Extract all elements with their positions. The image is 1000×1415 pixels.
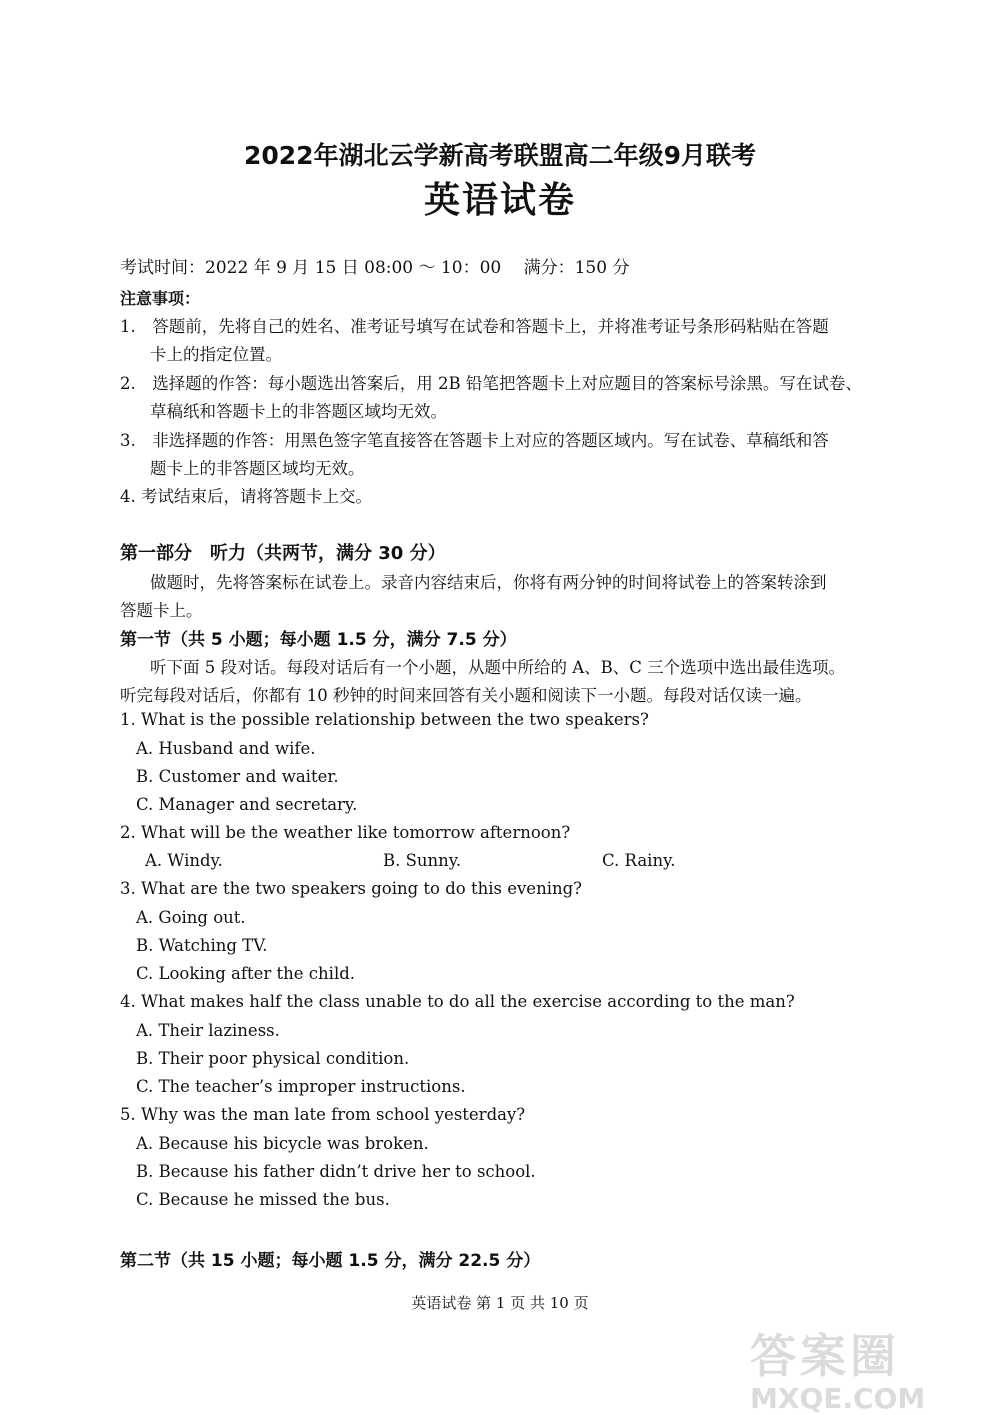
q1-option-c: C. Manager and secretary. xyxy=(136,795,358,814)
subject-title: 英语试卷 xyxy=(423,180,576,221)
watermark-logo-text: 答案圈 xyxy=(750,1329,900,1383)
q5-option-b: B. Because his father didn’t drive her to school. xyxy=(136,1162,536,1181)
exam-info: 考试时间：2022 年 9 月 15 日 08:00 ～ 10：00 满分：150 分 xyxy=(120,258,630,278)
section1-intro-line2: 听完每段对话后，你都有 10 秒钟的时间来回答有关小题和阅读下一小题。每段对话仅读一遍。 xyxy=(120,686,812,705)
q3-option-c: C. Looking after the child. xyxy=(136,964,356,983)
q4-option-a: A. Their laziness. xyxy=(136,1021,280,1040)
notes-heading: 注意事项： xyxy=(120,289,201,308)
note-item-3-line2: 题卡上的非答题区域均无效。 xyxy=(150,459,365,478)
q1-option-a: A. Husband and wife. xyxy=(136,739,316,758)
q2-option-c: C. Rainy. xyxy=(602,851,676,870)
watermark-logo xyxy=(750,1320,980,1415)
question-4: 4. What makes half the class unable to do all the exercise according to the man? xyxy=(120,992,795,1011)
q5-option-a: A. Because his bicycle was broken. xyxy=(136,1134,429,1153)
question-1: 1. What is the possible relationship between the two speakers? xyxy=(120,710,649,729)
section1-heading: 第一节（共 5 小题；每小题 1.5 分，满分 7.5 分） xyxy=(120,630,517,650)
q1-option-b: B. Customer and waiter. xyxy=(136,767,339,786)
q3-option-a: A. Going out. xyxy=(136,908,246,927)
part1-intro-line2: 答题卡上。 xyxy=(120,601,203,620)
part1-intro-line1: 做题时，先将答案标在试卷上。录音内容结束后，你将有两分钟的时间将试卷上的答案转涂到 xyxy=(150,573,827,592)
note-item-1-line2: 卡上的指定位置。 xyxy=(150,345,282,364)
q2-option-a: A. Windy. xyxy=(145,851,223,870)
q3-option-b: B. Watching TV. xyxy=(136,936,268,955)
note-item-1-line1: 1. 答题前，先将自己的姓名、准考证号填写在试卷和答题卡上，并将准考证号条形码粘贴在答题 xyxy=(120,317,829,336)
exam-title: 2022年湖北云学新高考联盟高二年级9月联考 xyxy=(244,141,756,170)
q5-option-c: C. Because he missed the bus. xyxy=(136,1190,390,1209)
section1-intro-line1: 听下面 5 段对话。每段对话后有一个小题，从题中所给的 A、B、C 三个选项中选出最佳选项。 xyxy=(150,658,846,677)
question-3: 3. What are the two speakers going to do this evening? xyxy=(120,879,583,898)
part1-heading: 第一部分 听力（共两节，满分 30 分） xyxy=(120,543,446,564)
q4-option-c: C. The teacher’s improper instructions. xyxy=(136,1077,466,1096)
note-item-2-line2: 草稿纸和答题卡上的非答题区域均无效。 xyxy=(150,402,447,421)
note-item-3-line1: 3. 非选择题的作答：用黑色签字笔直接答在答题卡上对应的答题区域内。写在试卷、草稿纸和答 xyxy=(120,431,829,450)
question-2: 2. What will be the weather like tomorrow afternoon? xyxy=(120,823,571,842)
watermark-url: MXQE.COM xyxy=(750,1382,926,1415)
q2-option-b: B. Sunny. xyxy=(383,851,462,870)
question-5: 5. Why was the man late from school yesterday? xyxy=(120,1105,526,1124)
note-item-4: 4. 考试结束后，请将答题卡上交。 xyxy=(120,487,372,506)
q4-option-b: B. Their poor physical condition. xyxy=(136,1049,410,1068)
note-item-2-line1: 2. 选择题的作答：每小题选出答案后，用 2B 铅笔把答题卡上对应题目的答案标号涂黑。写在试卷、 xyxy=(120,374,862,393)
page-footer: 英语试卷 第 1 页 共 10 页 xyxy=(411,1294,589,1312)
section2-heading: 第二节（共 15 小题；每小题 1.5 分，满分 22.5 分） xyxy=(120,1251,541,1271)
